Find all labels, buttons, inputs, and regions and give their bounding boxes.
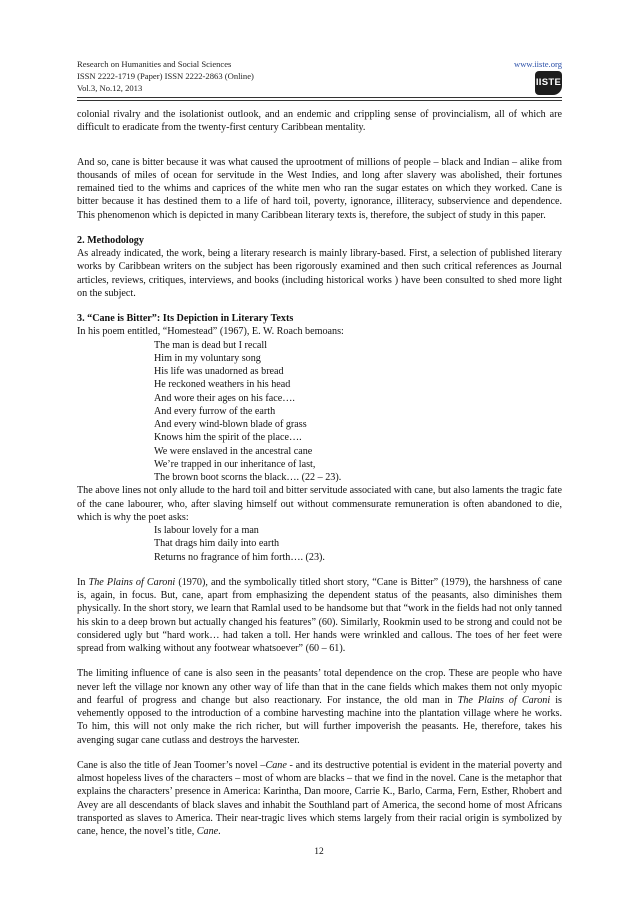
journal-url-link[interactable]: www.iiste.org	[514, 59, 562, 69]
paragraph-limiting-influence: The limiting influence of cane is also seen in the peasants’ total dependence on the crop. These are people who have never left the village nor known any other way of life than that in the cane fields which makes them not only myopic and fearful of progress and change but also reactionary. For instance, the old man in The Plains of Caroni is vehemently opposed to the introduction of a combine harvesting machine into the plantation village where he works. To him, this will not only make the rich richer, but will further impoverish the peasants. He, therefore, takes his avenging sugar cane cutlass and destroys the harvester.	[77, 668, 562, 746]
paragraph-methodology: As already indicated, the work, being a literary research is mainly library-based. First, a selection of published literary works by Caribbean writers on the subject has been rigorously examined and then such critical references as Journal articles, reviews, critiques, interviews, and books (including historical works ) have been consulted to shed more light on the subject.	[77, 248, 562, 299]
poem-line: That drags him daily into earth	[154, 538, 280, 550]
poem-line: The brown boot scorns the black…. (22 – 23).	[154, 472, 342, 483]
poem-line: We’re trapped in our inheritance of last,	[154, 458, 316, 470]
book-title: The Plains of Caroni	[457, 694, 551, 706]
poem-line: And wore their ages on his face….	[154, 392, 295, 404]
iiste-logo: IISTE	[535, 71, 562, 95]
poem-line: Is labour lovely for a man	[154, 525, 259, 536]
paragraph-colonial-rivalry: colonial rivalry and the isolationist outlook, and an endemic and crippling sense of provincialism, all of which are difficult to eradicate from the twenty-first century Caribbean mentality.	[77, 109, 562, 134]
poem-line: The man is dead but I recall	[154, 339, 268, 351]
poem-line: Him in my voluntary song	[154, 352, 261, 364]
article-body	[77, 108, 562, 838]
paragraph-poem-intro: In his poem entitled, “Homestead” (1967), E. W. Roach bemoans:	[77, 326, 344, 338]
journal-volume: Vol.3, No.12, 2013	[77, 83, 143, 93]
header-rule-secondary	[77, 100, 562, 101]
poem-line: His life was unadorned as bread	[154, 366, 284, 377]
paragraph-plains-of-caroni: In The Plains of Caroni (1970), and the symbolically titled short story, “Cane is Bitter” (1979), the harshness of cane is, again, in focus. But, cane, apart from emphasizing the dependent status of the peasants, also diminishes them physically. In the short story, we learn that Ramlal used to be handsome but that “work in the fields had not only tanned his skin to a deep brown but actually changed his features” (60). Similarly, Rookmin used to be strong and could not be considered ugly but “hard work… had taken a toll. Her hands were wrinkled and callous. The toes of her feet were spread from walking without any footwear whatsoever” (60 – 61).	[77, 576, 562, 654]
poem-line: And every furrow of the earth	[154, 405, 276, 417]
header-rule	[77, 97, 562, 98]
page-number: 12	[314, 847, 324, 857]
book-title: Cane	[196, 826, 219, 837]
paragraph-cane-is-bitter: And so, cane is bitter because it was what caused the uprootment of millions of people – black and Indian – alike from thousands of miles of ocean for servitude in the West Indies, and long after slavery was abolished, their fortunes remained tied to the whims and caprices of the white men who ran the sugar estates on which they worked. Cane is bitter because it has destined them to a life of hard toil, poverty, ignorance, illiteracy, subservience and dependence. This phenomenon which is depicted in many Caribbean literary texts is, therefore, the subject of study in this paper.	[77, 156, 562, 221]
poem-labour-lovely	[154, 524, 562, 564]
poem-line: He reckoned weathers in his head	[154, 379, 291, 391]
poem-line: Knows him the spirit of the place….	[154, 432, 302, 444]
book-title: Cane	[265, 759, 287, 771]
section-heading-depiction: 3. “Cane is Bitter”: Its Depiction in Literary Texts	[77, 313, 294, 324]
book-title: The Plains of Caroni	[88, 576, 176, 588]
poem-homestead	[154, 339, 562, 485]
section-heading-methodology: 2. Methodology	[77, 234, 144, 246]
paragraph-poem-analysis: The above lines not only allude to the hard toil and bitter servitude associated with cane, but also laments the tragic fate of the cane labourer, who, after slaving himself out without commensurate remuneration is often abandoned to die, which is why the poet asks:	[77, 485, 562, 523]
poem-line: We were enslaved in the ancestral cane	[154, 445, 313, 457]
poem-line: Returns no fragrance of him forth…. (23).	[154, 551, 325, 563]
journal-issn: ISSN 2222-1719 (Paper) ISSN 2222-2863 (Online)	[77, 71, 254, 81]
poem-line: And every wind-blown blade of grass	[154, 419, 307, 430]
paragraph-toomer-cane: Cane is also the title of Jean Toomer’s novel –Cane - and its destructive potential is evident in the material poverty and almost hopeless lives of the characters – most of whom are blacks – that we find in the novel. Cane is the metaphor that explains the characters’ presence in America: Karintha, Dan moore, Carrie K., Barlo, Carma, Fern, Esther, Rhobert and Avey are all descendants of black slaves and inhabit the Southland part of America, the second home of most Africans transported as slaves to America. Their near-tragic lives which stems largely from their racial origin is symbolized by cane, hence, the novel’s title, Cane.	[77, 759, 562, 837]
journal-name: Research on Humanities and Social Sciences	[77, 59, 232, 69]
